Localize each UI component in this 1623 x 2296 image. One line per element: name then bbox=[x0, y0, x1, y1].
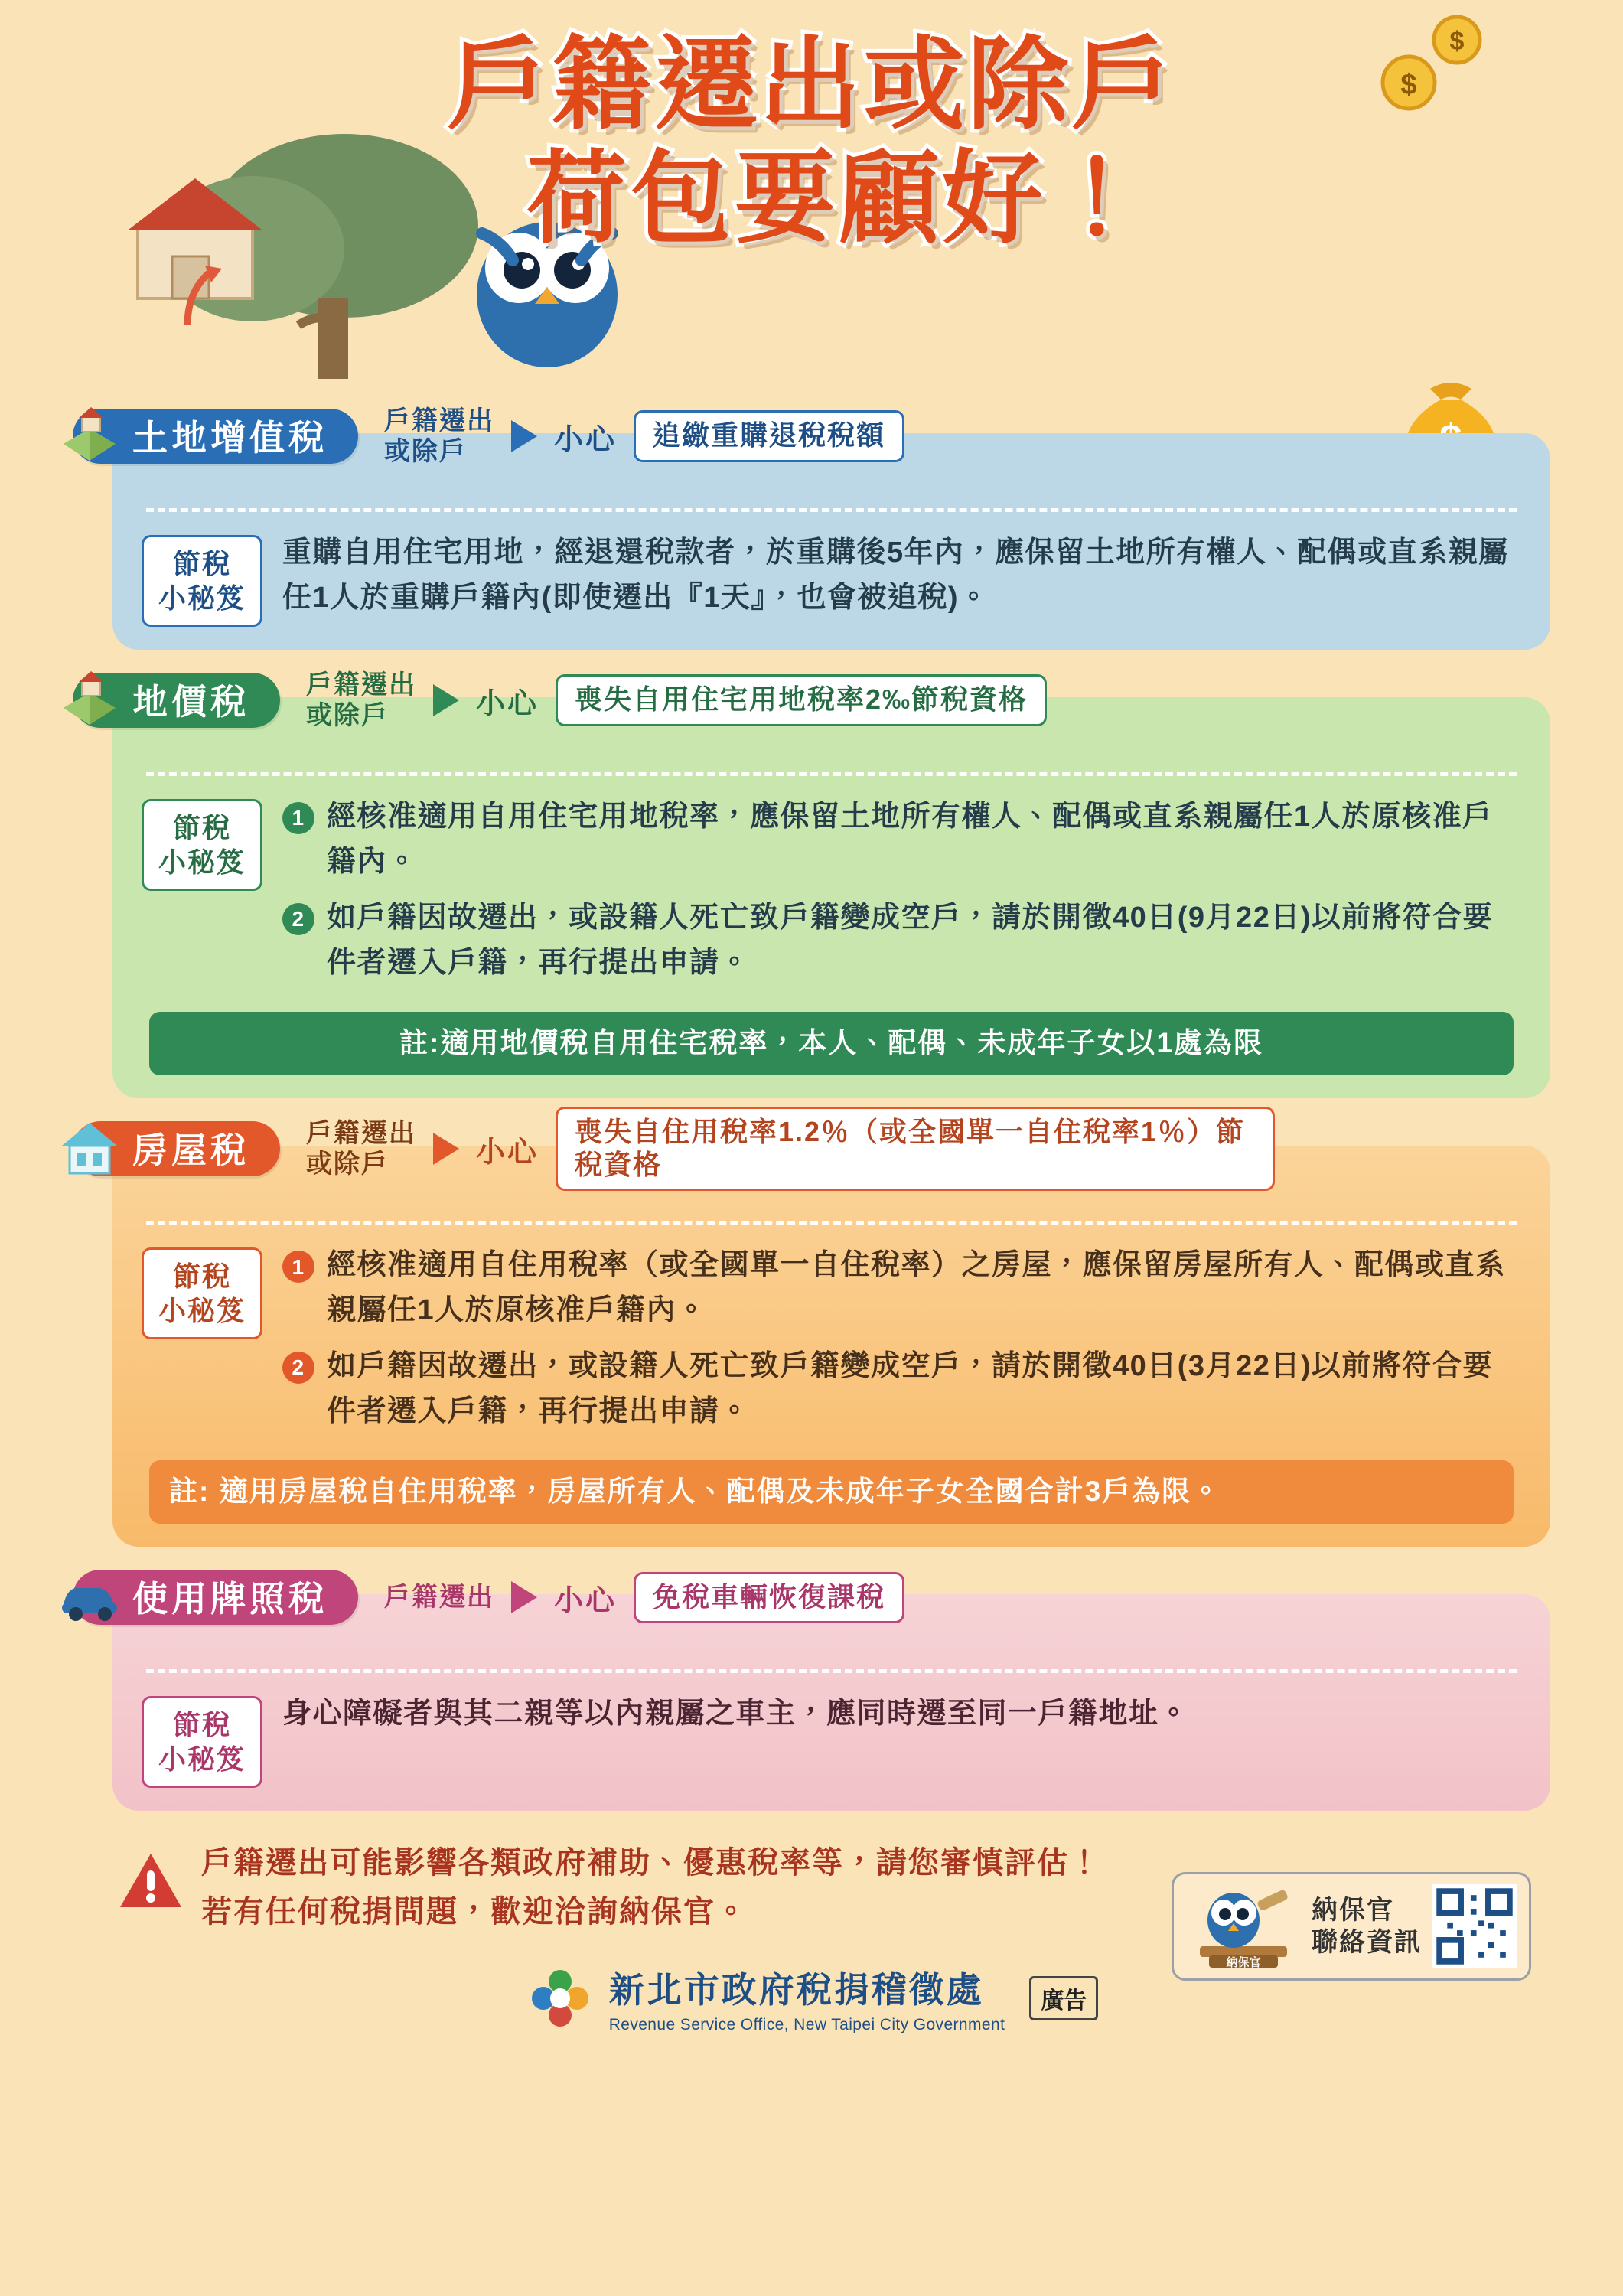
contact-label-line-1: 納保官 bbox=[1312, 1895, 1394, 1925]
title-line-1: 戶籍遷出或除戶 bbox=[447, 28, 1176, 141]
mascot-label: 納保官 bbox=[1226, 1956, 1261, 1970]
list-item-text: 如戶籍因故遷出，或設籍人死亡致戶籍變成空戶，請於開徵40日(9月22日)以前將符合要件者遷入戶籍，再行提出申請。 bbox=[327, 901, 1493, 979]
trigger-text bbox=[384, 1582, 494, 1613]
tip-label bbox=[142, 535, 262, 627]
taxpayer-officer-mascot-icon bbox=[1186, 1880, 1301, 1972]
tip-label bbox=[142, 799, 262, 891]
house-icon bbox=[54, 1112, 125, 1182]
trigger-line-1: 戶籍遷出 bbox=[384, 406, 494, 435]
warning-box: 追繳重購退稅稅額 bbox=[634, 410, 904, 461]
list-number: 1 bbox=[282, 1251, 314, 1283]
tip-row bbox=[142, 1243, 1521, 1445]
section-body bbox=[112, 697, 1550, 1098]
list-item bbox=[282, 1243, 1521, 1333]
tip-label-line-1: 節稅 bbox=[172, 1261, 231, 1293]
section-land-value-increment-tax bbox=[73, 406, 1550, 650]
trigger-text bbox=[306, 670, 416, 731]
arrow-icon bbox=[511, 420, 537, 452]
careful-label: 小心 bbox=[554, 423, 618, 456]
tip-label-line-2: 小秘笈 bbox=[158, 582, 246, 614]
warning-box: 喪失自用住宅用地稅率2‰節稅資格 bbox=[556, 674, 1047, 726]
title-line-2: 荷包要顧好！ bbox=[526, 142, 1151, 255]
tip-text bbox=[282, 794, 1521, 996]
tip-row bbox=[142, 794, 1521, 996]
section-land-tax bbox=[73, 670, 1550, 1098]
qr-code-icon[interactable] bbox=[1432, 1884, 1517, 1968]
tip-label-line-1: 節稅 bbox=[172, 812, 231, 843]
land-map-icon bbox=[54, 664, 125, 734]
warning-box: 免稅車輛恢復課稅 bbox=[634, 1572, 904, 1623]
svg-text:$: $ bbox=[1449, 27, 1465, 56]
list-item-text: 經核准適用自住用稅率（或全國單一自住稅率）之房屋，應保留房屋所有人、配偶或直系親屬任1人於原核准戶籍內。 bbox=[327, 1249, 1506, 1327]
tip-row bbox=[142, 530, 1521, 627]
trigger-line-2: 或除戶 bbox=[384, 437, 467, 466]
contact-info-box[interactable] bbox=[1172, 1872, 1531, 1981]
list-item bbox=[282, 794, 1521, 885]
tip-label-line-2: 小秘笈 bbox=[158, 1743, 246, 1776]
tax-badge-label: 地價稅 bbox=[132, 682, 249, 722]
new-taipei-city-logo-icon bbox=[525, 1963, 595, 2033]
tax-badge-land-tax bbox=[73, 673, 280, 728]
careful-label: 小心 bbox=[554, 1584, 618, 1617]
advertisement-label: 廣告 bbox=[1029, 1976, 1098, 2020]
tax-badge-vehicle-license bbox=[73, 1570, 358, 1625]
list-item bbox=[282, 1344, 1521, 1434]
contact-label-line-2: 聯絡資訊 bbox=[1312, 1928, 1422, 1958]
tax-badge-land-value-increment bbox=[73, 409, 358, 464]
list-item-text: 經核准適用自用住宅用地稅率，應保留土地所有權人、配偶或直系親屬任1人於原核准戶籍內。 bbox=[327, 801, 1493, 878]
list-item bbox=[282, 895, 1521, 986]
careful-label: 小心 bbox=[476, 1136, 539, 1169]
poster-header bbox=[0, 0, 1623, 406]
agency-name-en: Revenue Service Office, New Taipei City Government bbox=[608, 2016, 1005, 2034]
arrow-icon bbox=[433, 684, 459, 716]
svg-text:$: $ bbox=[1400, 69, 1417, 101]
car-icon bbox=[54, 1561, 125, 1631]
tip-label bbox=[142, 1247, 262, 1339]
section-house-tax bbox=[73, 1118, 1550, 1547]
arrow-icon bbox=[433, 1133, 459, 1165]
tip-text bbox=[282, 1243, 1521, 1445]
section-header bbox=[73, 670, 1550, 731]
section-note: 註:適用地價稅自用住宅稅率，本人、配偶、未成年子女以1處為限 bbox=[149, 1012, 1514, 1076]
divider bbox=[146, 508, 1517, 512]
agency-name-zh: 新北市政府稅捐稽徵處 bbox=[608, 1970, 984, 2011]
section-vehicle-license-tax bbox=[73, 1567, 1550, 1811]
warning-triangle-icon bbox=[119, 1851, 183, 1910]
divider bbox=[146, 1669, 1517, 1673]
warning-box: 喪失自住用稅率1.2％（或全國單一自住稅率1％）節稅資格 bbox=[556, 1107, 1275, 1191]
tip-label-line-1: 節稅 bbox=[172, 548, 231, 579]
section-note: 註: 適用房屋稅自住用稅率，房屋所有人、配偶及未成年子女全國合計3戶為限。 bbox=[149, 1460, 1514, 1525]
poster-title bbox=[0, 28, 1623, 255]
trigger-text bbox=[306, 1118, 416, 1179]
divider bbox=[146, 772, 1517, 776]
arrow-icon bbox=[511, 1581, 537, 1613]
trigger-line-2: 或除戶 bbox=[306, 1150, 389, 1179]
trigger-line-1: 戶籍遷出 bbox=[306, 1119, 416, 1149]
list-number: 2 bbox=[282, 903, 314, 935]
footer-warning-text bbox=[201, 1838, 1101, 1936]
trigger-line-1: 戶籍遷出 bbox=[384, 1583, 494, 1613]
tip-text: 身心障礙者與其二親等以內親屬之車主，應同時遷至同一戶籍地址。 bbox=[282, 1698, 1190, 1730]
list-number: 1 bbox=[282, 802, 314, 834]
tip-label bbox=[142, 1696, 262, 1788]
list-number: 2 bbox=[282, 1352, 314, 1384]
tax-badge-house-tax bbox=[73, 1121, 280, 1176]
tip-label-line-2: 小秘笈 bbox=[158, 1295, 246, 1327]
tax-badge-label: 土地增值稅 bbox=[132, 418, 328, 458]
tip-label-line-2: 小秘笈 bbox=[158, 846, 246, 878]
tax-badge-label: 使用牌照稅 bbox=[132, 1579, 328, 1619]
section-body bbox=[112, 1146, 1550, 1547]
land-map-icon bbox=[54, 400, 125, 470]
section-header bbox=[73, 1567, 1550, 1628]
footer-warning-line-2: 若有任何稅捐問題，歡迎洽詢納保官。 bbox=[201, 1895, 748, 1929]
poster-footer bbox=[0, 1831, 1623, 2034]
tip-row bbox=[142, 1691, 1521, 1788]
trigger-line-1: 戶籍遷出 bbox=[306, 670, 416, 700]
tax-badge-label: 房屋稅 bbox=[132, 1130, 249, 1171]
section-header bbox=[73, 406, 1550, 467]
contact-label bbox=[1312, 1894, 1422, 1959]
divider bbox=[146, 1221, 1517, 1225]
careful-label: 小心 bbox=[476, 687, 539, 720]
section-header bbox=[73, 1118, 1550, 1179]
trigger-text bbox=[384, 406, 494, 467]
list-item-text: 如戶籍因故遷出，或設籍人死亡致戶籍變成空戶，請於開徵40日(3月22日)以前將符合要件者遷入戶籍，再行提出申請。 bbox=[327, 1349, 1493, 1427]
footer-warning-line-1: 戶籍遷出可能影響各類政府補助、優惠稅率等，請您審慎評估！ bbox=[201, 1846, 1101, 1880]
tip-text: 重購自用住宅用地，經退還稅款者，於重購後5年內，應保留土地所有權人、配偶或直系親屬任1人於重購戶籍內(即使遷出『1天』，也會被追稅)。 bbox=[282, 536, 1509, 614]
tip-label-line-1: 節稅 bbox=[172, 1709, 231, 1741]
poster-sections bbox=[0, 406, 1623, 1811]
trigger-line-2: 或除戶 bbox=[306, 701, 389, 730]
